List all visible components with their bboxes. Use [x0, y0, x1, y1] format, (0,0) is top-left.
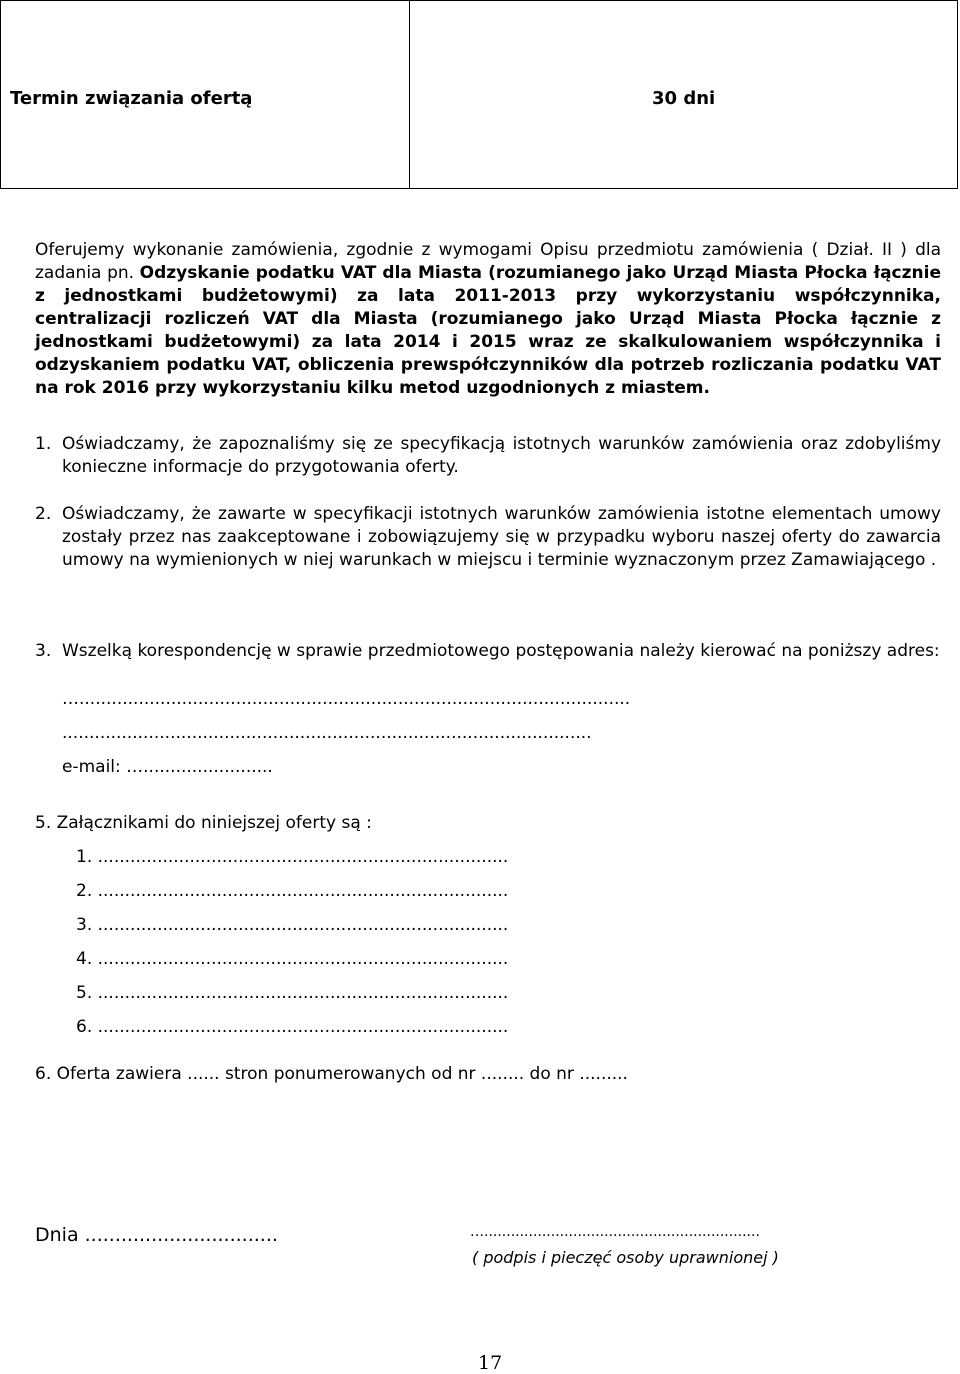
statement-text: Oświadczamy, że zawarte w specyfikacji istotnych warunków zamówienia istotne elementach umowy zostały przez nas zaakceptowane i zobowiązujemy się w przypadku wyboru naszej oferty do zawarcia umowy na wymienionych w niej warunkach w miejscu i terminie wyznaczonym przez Zamawiającego .: [62, 504, 941, 570]
address-line-2: ..................................................................................................: [62, 723, 592, 743]
statement-3: [35, 640, 941, 663]
offer-intro-paragraph: [35, 239, 941, 400]
signature-caption: ( podpis i pieczęć osoby uprawnionej ): [472, 1248, 779, 1267]
date-field: Dnia ................................: [35, 1224, 278, 1246]
list-item: 5. ............................................................................: [76, 983, 509, 1003]
statement-number: 2.: [35, 504, 52, 524]
address-line-1: …......................................................................................................: [62, 689, 631, 709]
list-item: 6. ............................................................................: [76, 1017, 509, 1037]
statement-2: [35, 503, 941, 572]
task-title: Odzyskanie podatku VAT dla Miasta (rozumianego jako Urząd Miasta Płocka łącznie z jednostkami budżetowymi) za lata 2011-2013 przy wykorzystaniu współczynnika, centralizacji rozliczeń VAT dla Miasta (rozumianego jako Urząd Miasta Płocka łącznie z jednostkami budżetowymi) za lata 2014 i 2015 wraz ze skalkulowaniem współczynnika i odzyskaniem podatku VAT, obliczenia prewspółczynników dla potrzeb rozliczania podatku VAT na rok 2016 przy wykorzystaniu kilku metod uzgodnionych z miastem.: [35, 263, 941, 398]
intro-text: Oferujemy wykonanie zamówienia, zgodnie z wymogami Opisu przedmiotu zamówienia ( Dział. II ) dla zadania pn.: [35, 240, 941, 283]
statement-text: Oświadczamy, że zapoznaliśmy się ze specyfikacją istotnych warunków zamówienia oraz zdobyliśmy konieczne informacje do przygotowania oferty.: [62, 434, 941, 477]
list-item: 3. ............................................................................: [76, 915, 509, 935]
signature-line: …..............................................................: [470, 1224, 760, 1240]
attachments-heading: 5. Załącznikami do niniejszej oferty są :: [35, 813, 372, 833]
statement-number: 3.: [35, 641, 52, 661]
page-number: 17: [478, 1352, 503, 1374]
email-line: e-mail: …........................: [62, 757, 273, 777]
deadline-table: [0, 0, 958, 189]
list-item: 1. ............................................................................: [76, 847, 509, 867]
statement-text: Wszelką korespondencję w sprawie przedmiotowego postępowania należy kierować na poniższy adres:: [62, 641, 940, 661]
statement-number: 1.: [35, 434, 52, 454]
table-divider: [409, 1, 410, 188]
deadline-label: Termin związania ofertą: [10, 88, 253, 109]
deadline-value: 30 dni: [652, 88, 716, 109]
list-item: 2. ............................................................................: [76, 881, 509, 901]
statement-1: [35, 433, 941, 479]
attachments-list: [76, 846, 508, 1050]
offer-pages-line: 6. Oferta zawiera ...... stron ponumerowanych od nr ........ do nr .........: [35, 1064, 628, 1084]
list-item: 4. ............................................................................: [76, 949, 509, 969]
